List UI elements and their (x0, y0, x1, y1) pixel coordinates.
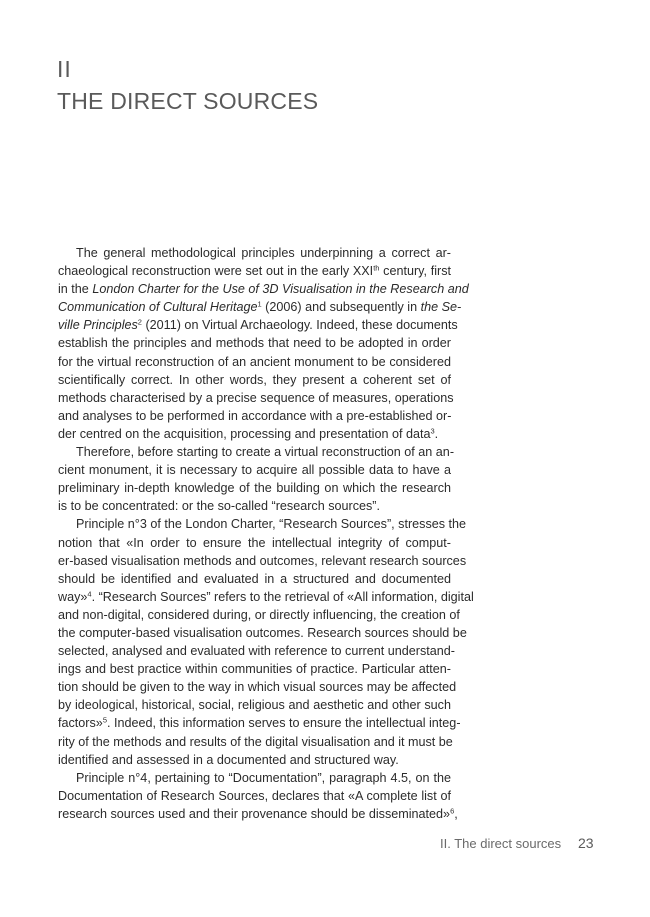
chapter-title: THE DIRECT SOURCES (57, 88, 319, 114)
text-line: scientifically correct. In other words, they present a coherent set of (58, 372, 451, 387)
text-line: Documentation of Research Sources, declares that «A complete list of (58, 788, 451, 803)
text-line: tion should be given to the way in which visual sources may be affected (58, 680, 457, 695)
text-line: and non-digital, considered during, or directly influencing, the creation of (58, 607, 460, 622)
text-line: for the virtual reconstruction of an ancient monument to be considered (58, 354, 451, 369)
text-line: Communication of Cultural Heritage$^1$ (2006) and subsequently in the Se- (58, 299, 462, 315)
text-line: and analyses to be performed in accordance with a pre-established or- (58, 408, 452, 423)
running-head: II. The direct sources (440, 836, 562, 851)
text-line: the computer-based visualisation outcomes. Research sources should be (58, 625, 467, 640)
body-text (58, 244, 474, 823)
text-line: Therefore, before starting to create a virtual reconstruction of an an- (76, 445, 455, 460)
text-line: factors»$^5$. Indeed, this information serves to ensure the intellectual integ- (58, 715, 461, 731)
text-line: is to be concentrated: or the so-called “research sources”. (58, 499, 380, 514)
text-line: preliminary in-depth knowledge of the building on which the research (58, 481, 451, 496)
paragraph-3 (58, 515, 474, 768)
text-line: identified and assessed in a documented and structured way. (58, 752, 399, 767)
text-line: notion that «In order to ensure the intellectual integrity of comput- (58, 535, 451, 550)
paragraph-4 (58, 769, 458, 823)
text-line: ings and best practice within communities of practice. Particular atten- (58, 662, 451, 677)
text-line: by ideological, historical, social, religious and aesthetic and other such (58, 698, 451, 713)
text-line: research sources used and their provenance should be disseminated»$^6$, (58, 806, 458, 821)
text-line: ville Principles$^2$ (2011) on Virtual Archaeology. Indeed, these documents (58, 317, 458, 333)
text-line: rity of the methods and results of the digital visualisation and it must be (58, 734, 453, 749)
text-line: The general methodological principles underpinning a correct ar- (76, 246, 451, 260)
text-line: establish the principles and methods that need to be adopted in order (58, 336, 451, 351)
text-line: in the London Charter for the Use of 3D Visualisation in the Research and (58, 282, 469, 297)
chapter-number: II (57, 56, 72, 82)
text-line: selected, analysed and evaluated with reference to current understand- (58, 644, 455, 659)
text-line: methods characterised by a precise sequence of measures, operations (58, 390, 454, 405)
paragraph-1 (58, 244, 469, 443)
text-line: er-based visualisation methods and outcomes, relevant research sources (58, 553, 467, 568)
text-line: Principle n°3 of the London Charter, “Research Sources”, stresses the (76, 517, 467, 532)
text-line: should be identified and evaluated in a structured and documented (58, 571, 451, 586)
page-number: 23 (578, 835, 594, 851)
text-line: cient monument, it is necessary to acquire all possible data to have a (58, 463, 451, 478)
text-line: der centred on the acquisition, processing and presentation of data$^3$. (58, 426, 439, 441)
text-line: Principle n°4, pertaining to “Documentation”, paragraph 4.5, on the (76, 770, 451, 785)
text-line: chaeological reconstruction were set out in the early XXIth century, first (58, 263, 451, 279)
paragraph-2 (58, 443, 455, 515)
text-line: way»$^4$. “Research Sources” refers to the retrieval of «All information, digital (58, 589, 474, 604)
